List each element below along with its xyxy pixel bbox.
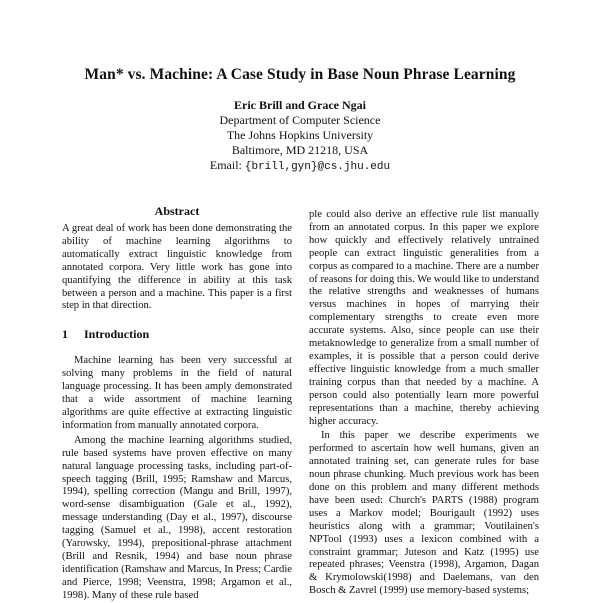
section-number: 1: [62, 327, 68, 342]
section-title: Introduction: [84, 327, 150, 342]
department: Department of Computer Science: [219, 113, 381, 127]
university: The Johns Hopkins University: [226, 128, 374, 142]
city-address: Baltimore, MD 21218, USA: [231, 143, 369, 157]
right-paragraph-1: ple could also derive an effective rule list manually from an annotated corpus. In this paper we explore how quickly and effectively relatively untrained people can extract linguistic generalities from a corpus as compared to a machine. There are a number of reasons for doing this. We would like to understand the relative strengths and weaknesses of humans versus machines in hopes of marrying their complementary strengths to create even more accurate systems. Also, since people can use their metaknowledge to generalize from a small number of examples, it is possible that a person could derive effective linguistic knowledge from a much smaller training corpus than that needed by a machine. A person could also potentially learn more powerful representations than a machine, thereby achieving higher accuracy.: [309, 209, 539, 427]
section-heading: [62, 327, 292, 341]
intro-paragraph-2: Among the machine learning algorithms studied, rule based systems have proven effective on many natural language processing tasks, including part-of-speech tagging (Brill, 1995; Ramshaw and Marcus, 1994), spelling correction (Mangu and Brill, 1997), word-sense disambiguation (Gale et al., 1992), message understanding (Day et al., 1997), discourse tagging (Samuel et al., 1998), accent restoration (Yarowsky, 1994), prepositional-phrase attachment (Brill and Resnik, 1994) and base noun phrase identification (Ramshaw and Marcus, In Press; Cardie and Pierce, 1998; Veenstra, 1998; Argamon et al., 1998). Many of these rule based: [62, 434, 292, 601]
author-names: Eric Brill and Grace Ngai: [234, 98, 366, 112]
paper-title: Man* vs. Machine: A Case Study in Base Noun Phrase Learning: [84, 66, 516, 83]
abstract-heading: Abstract: [154, 204, 200, 218]
left-column: [62, 204, 292, 603]
email-address: {brill,gyn}@cs.jhu.edu: [244, 161, 391, 173]
email-label: Email:: [209, 158, 242, 172]
author-block: [0, 98, 600, 175]
abstract-text: A great deal of work has been done demonstrating the ability of machine learning algorithms to automatically extract linguistic knowledge from annotated corpora. Very little work has gone into quantifying the difference in ability at this task between a person and a machine. This paper is a first step in that direction.: [62, 223, 292, 312]
right-column: [309, 209, 539, 598]
right-paragraph-2: In this paper we describe experiments we performed to ascertain how well humans, given an annotated training set, can generate rules for base noun phrase chunking. Much previous work has been done on this problem and many different methods have been used: Church's PARTS (1988) program uses a Markov model; Bourigault (1992) uses heuristics along with a grammar; Voutilainen's NPTool (1993) uses a lexicon combined with a constraint grammar; Juteson and Katz (1995) use repeated phrases; Veenstra (1998), Argamon, Dagan & Krymolowski(1998) and Daelemans, van den Bosch & Zavrel (1999) use memory-based systems;: [309, 430, 539, 597]
intro-paragraph-1: Machine learning has been very successful at solving many problems in the field of natural language processing. It has been amply demonstrated that a wide assortment of machine learning algorithms are quite effective at extracting linguistic information from manually annotated corpora.: [62, 355, 292, 431]
email-line: [0, 158, 600, 175]
